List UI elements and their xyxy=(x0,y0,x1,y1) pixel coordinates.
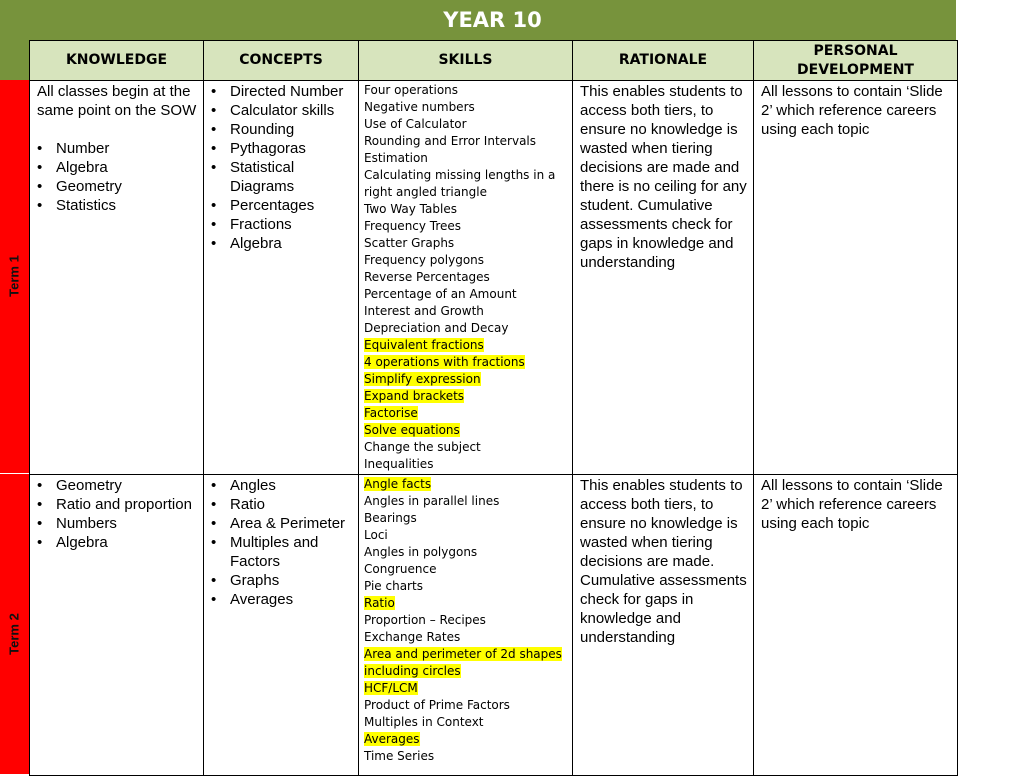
knowledge-item: • Number xyxy=(37,139,197,158)
term-1-knowledge-cell xyxy=(30,81,204,475)
term-2-knowledge-cell xyxy=(30,475,204,776)
skill-text-highlighted: 4 operations with fractions xyxy=(364,355,525,369)
skill-text: Four operations xyxy=(364,83,459,97)
skill-item xyxy=(364,527,568,544)
term-2-concepts-cell xyxy=(204,475,359,776)
skill-text: Congruence xyxy=(364,562,437,576)
term-2-rationale-cell xyxy=(573,475,754,776)
term-1-personal-development-cell xyxy=(754,81,958,475)
header-rationale: RATIONALE xyxy=(573,41,754,81)
skill-item xyxy=(364,456,568,473)
skill-item xyxy=(364,595,568,612)
skill-item xyxy=(364,82,568,99)
skill-text: Estimation xyxy=(364,151,428,165)
skill-text: Calculating missing lengths in a xyxy=(364,168,556,182)
skill-item xyxy=(364,133,568,150)
knowledge-item: • Numbers xyxy=(37,514,197,533)
term-1-row xyxy=(30,81,958,475)
skill-text-highlighted: including circles xyxy=(364,664,461,678)
concept-item: • Averages xyxy=(211,590,352,609)
skill-text: Frequency polygons xyxy=(364,253,485,267)
page-title: YEAR 10 xyxy=(29,0,956,41)
skill-text: Two Way Tables xyxy=(364,202,457,216)
skill-text-highlighted: Expand brackets xyxy=(364,389,465,403)
skill-text: Pie charts xyxy=(364,579,423,593)
term-2-row xyxy=(30,475,958,776)
skill-item xyxy=(364,731,568,748)
knowledge-item: • Statistics xyxy=(37,196,197,215)
term-1-band xyxy=(0,80,29,473)
concept-item: • Ratio xyxy=(211,495,352,514)
skill-text: Bearings xyxy=(364,511,417,525)
skill-item xyxy=(364,235,568,252)
skill-text-highlighted: HCF/LCM xyxy=(364,681,418,695)
header-row xyxy=(30,41,958,81)
skill-text: Frequency Trees xyxy=(364,219,462,233)
curriculum-table xyxy=(29,40,958,776)
skill-text-highlighted: Solve equations xyxy=(364,423,460,437)
skill-item xyxy=(364,544,568,561)
header-personal-development: PERSONAL DEVELOPMENT xyxy=(754,41,958,81)
skill-item xyxy=(364,476,568,493)
concept-item: • Pythagoras xyxy=(211,139,352,158)
skill-text: Multiples in Context xyxy=(364,715,484,729)
concept-item: • Calculator skills xyxy=(211,101,352,120)
concept-item: • Area & Perimeter xyxy=(211,514,352,533)
skill-text: Rounding and Error Intervals xyxy=(364,134,537,148)
term-1-rationale-cell xyxy=(573,81,754,475)
concept-item: • Directed Number xyxy=(211,82,352,101)
knowledge-item: • Geometry xyxy=(37,476,197,495)
personal-development-text: All lessons to contain ‘Slide 2’ which reference careers using each topic xyxy=(761,83,943,138)
skill-text: Proportion – Recipes xyxy=(364,613,486,627)
skill-item xyxy=(364,748,568,765)
skill-item xyxy=(364,612,568,629)
skill-item xyxy=(364,337,568,354)
skill-item xyxy=(364,269,568,286)
skill-text-highlighted: Factorise xyxy=(364,406,418,420)
term-1-label: Term 1 xyxy=(6,255,22,297)
knowledge-item: • Ratio and proportion xyxy=(37,495,197,514)
skill-text: right angled triangle xyxy=(364,185,487,199)
skill-text: Loci xyxy=(364,528,388,542)
skill-item xyxy=(364,150,568,167)
concept-item: • Graphs xyxy=(211,571,352,590)
skill-text: Scatter Graphs xyxy=(364,236,455,250)
personal-development-text: All lessons to contain ‘Slide 2’ which reference careers using each topic xyxy=(761,477,943,532)
corner-block xyxy=(0,0,29,80)
skill-text: Change the subject xyxy=(364,440,481,454)
skill-text: Negative numbers xyxy=(364,100,475,114)
header-concepts: CONCEPTS xyxy=(204,41,359,81)
concept-item: • Rounding xyxy=(211,120,352,139)
concept-item: • Fractions xyxy=(211,215,352,234)
skill-item xyxy=(364,663,568,680)
concept-item: • Statistical Diagrams xyxy=(211,158,352,196)
header-knowledge: KNOWLEDGE xyxy=(30,41,204,81)
skill-item xyxy=(364,493,568,510)
skill-text-highlighted: Equivalent fractions xyxy=(364,338,484,352)
skill-item xyxy=(364,201,568,218)
skills-list xyxy=(359,81,572,473)
header-skills: SKILLS xyxy=(359,41,573,81)
skill-item xyxy=(364,510,568,527)
concept-item: • Multiples and Factors xyxy=(211,533,352,571)
skill-text: Angles in polygons xyxy=(364,545,478,559)
skills-list xyxy=(359,475,572,765)
skill-text: Interest and Growth xyxy=(364,304,484,318)
knowledge-item: • Algebra xyxy=(37,533,197,552)
skill-text: Product of Prime Factors xyxy=(364,698,510,712)
knowledge-list xyxy=(37,139,197,215)
skill-text-highlighted: Angle facts xyxy=(364,477,432,491)
skill-text: Depreciation and Decay xyxy=(364,321,509,335)
skill-text-highlighted: Ratio xyxy=(364,596,395,610)
term-1-skills-cell xyxy=(359,81,573,475)
term-2-label: Term 2 xyxy=(6,613,22,655)
concepts-list xyxy=(211,82,352,253)
knowledge-item: • Algebra xyxy=(37,158,197,177)
skill-text: Use of Calculator xyxy=(364,117,467,131)
concept-item: • Percentages xyxy=(211,196,352,215)
skill-item xyxy=(364,578,568,595)
concepts-list xyxy=(211,476,352,609)
skill-item xyxy=(364,439,568,456)
skill-text: Inequalities xyxy=(364,457,434,471)
skill-item xyxy=(364,116,568,133)
term-2-personal-development-cell xyxy=(754,475,958,776)
knowledge-intro: All classes begin at the same point on the SOW xyxy=(37,83,197,119)
skill-text-highlighted: Averages xyxy=(364,732,420,746)
skill-item xyxy=(364,354,568,371)
skill-item xyxy=(364,303,568,320)
skill-text: Exchange Rates xyxy=(364,630,461,644)
skill-text: Percentage of an Amount xyxy=(364,287,517,301)
concept-item: • Algebra xyxy=(211,234,352,253)
skill-item xyxy=(364,167,568,184)
term-2-skills-cell xyxy=(359,475,573,776)
skill-item xyxy=(364,680,568,697)
skill-item xyxy=(364,99,568,116)
skill-text-highlighted: Simplify expression xyxy=(364,372,481,386)
skill-item xyxy=(364,646,568,663)
skill-item xyxy=(364,218,568,235)
skill-item xyxy=(364,561,568,578)
rationale-text: This enables students to access both tiers, to ensure no knowledge is wasted when tiering decisions are made. Cumulative assessments check for gaps in knowledge and understanding xyxy=(580,477,747,646)
skill-text: Time Series xyxy=(364,749,435,763)
skill-item xyxy=(364,320,568,337)
skill-item xyxy=(364,371,568,388)
skill-item xyxy=(364,252,568,269)
knowledge-list xyxy=(37,476,197,552)
skill-text: Reverse Percentages xyxy=(364,270,490,284)
skill-item xyxy=(364,697,568,714)
skill-item xyxy=(364,286,568,303)
term-2-band xyxy=(0,474,29,774)
skill-item xyxy=(364,184,568,201)
skill-text-highlighted: Area and perimeter of 2d shapes xyxy=(364,647,562,661)
rationale-text: This enables students to access both tiers, to ensure no knowledge is wasted when tiering decisions are made and there is no ceiling for any student. Cumulative assessments check for gaps in knowledge and understanding xyxy=(580,83,747,271)
term-1-concepts-cell xyxy=(204,81,359,475)
skill-text: Angles in parallel lines xyxy=(364,494,500,508)
skill-item xyxy=(364,405,568,422)
concept-item: • Angles xyxy=(211,476,352,495)
skill-item xyxy=(364,714,568,731)
skill-item xyxy=(364,422,568,439)
skill-item xyxy=(364,629,568,646)
knowledge-item: • Geometry xyxy=(37,177,197,196)
skill-item xyxy=(364,388,568,405)
